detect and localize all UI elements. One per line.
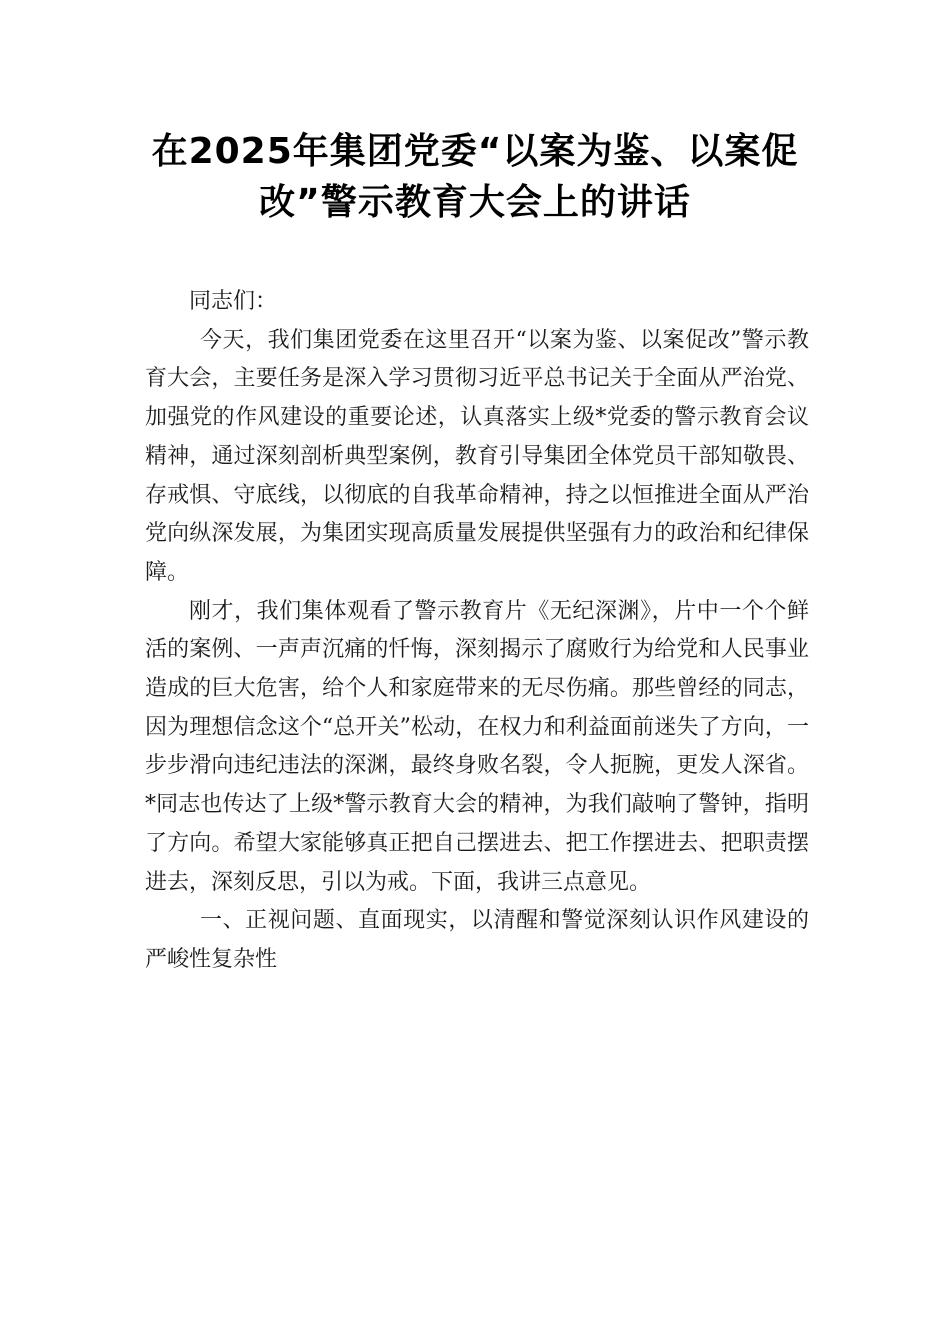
title-line-2: 改”警示教育大会上的讲话 <box>259 182 691 223</box>
section-heading-one: 一、正视问题、直面现实，以清醒和警觉深刻认识作风建设的严峻性复杂性 <box>145 908 809 972</box>
document-title <box>100 126 850 228</box>
paragraph-opening: 今天，我们集团党委在这里召开“以案为鉴、以案促改”警示教育大会，主要任务是深入学习贯彻习近平总书记关于全面从严治党、加强党的作风建设的重要论述，认真落实上级*党委的警示教育会议精神，通过深刻剖析典型案例，教育引导集团全体党员干部知敬畏、存戒惧、守底线，以彻底的自我革命精神，持之以恒推进全面从严治党向纵深发展，为集团实现高质量发展提供坚强有力的政治和纪律保障。 <box>145 327 809 585</box>
salutation: 同志们： <box>189 289 278 314</box>
document-body <box>145 283 809 980</box>
paragraph-reflection: 刚才，我们集体观看了警示教育片《无纪深渊》，片中一个个鲜活的案例、一声声沉痛的忏悔，深刻揭示了腐败行为给党和人民事业造成的巨大危害，给个人和家庭带来的无尽伤痛。那些曾经的同志，因为理想信念这个“总开关”松动，在权力和利益面前迷失了方向，一步步滑向违纪违法的深渊，最终身败名裂，令人扼腕，更发人深省。*同志也传达了上级*警示教育大会的精神，为我们敲响了警钟，指明了方向。希望大家能够真正把自己摆进去、把工作摆进去、把职责摆进去，深刻反思，引以为戒。下面，我讲三点意见。 <box>145 598 809 895</box>
title-line-1: 在2025年集团党委“以案为鉴、以案促 <box>151 131 799 172</box>
